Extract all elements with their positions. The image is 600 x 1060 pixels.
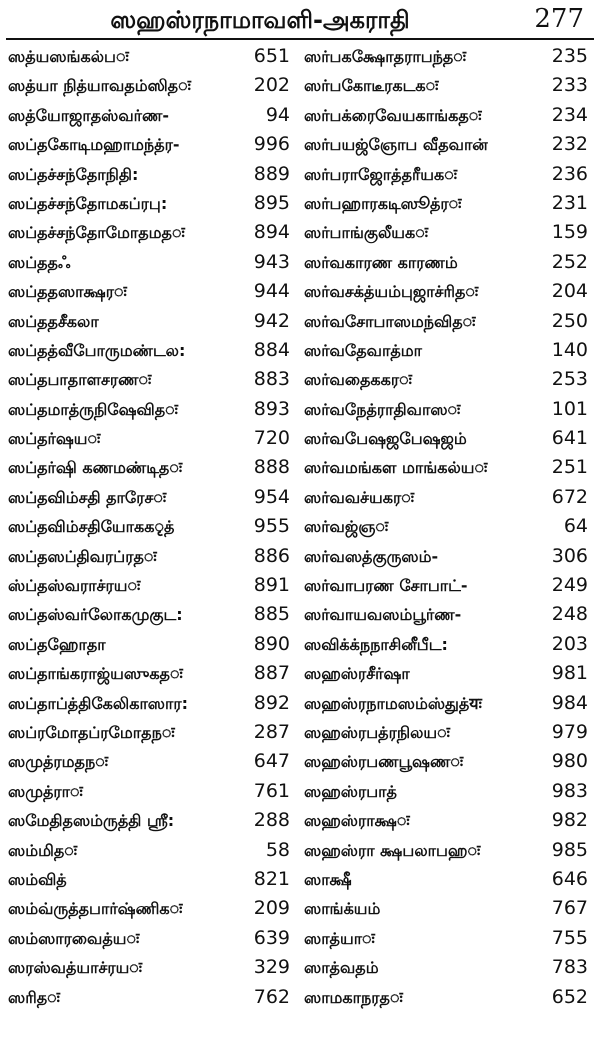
entry-number: 821 (253, 865, 290, 894)
index-entry (304, 42, 588, 71)
index-entry (304, 630, 588, 659)
entry-term: ஸஹஸ்ரபணபூஷணः (304, 752, 464, 772)
entry-number: 94 (265, 101, 290, 130)
entry-term: ஸாத்யாः (304, 928, 375, 948)
entry-term: ஸமுத்ரமதநः (8, 752, 108, 772)
index-entry (304, 160, 588, 189)
entry-term: ஸர்வநேத்ராதிவாஸः (304, 399, 461, 419)
entry-number: 885 (253, 600, 290, 629)
entry-number: 884 (253, 336, 290, 365)
entry-term: ஸப்தர்ஷி கணமண்டிதः (8, 458, 183, 478)
entry-number: 288 (253, 806, 290, 835)
index-entry (304, 865, 588, 894)
page-number: 277 (534, 4, 584, 34)
index-entry (8, 571, 290, 600)
entry-number: 235 (551, 42, 588, 71)
index-entry (304, 983, 588, 1012)
entry-number: 287 (253, 718, 290, 747)
entry-number: 248 (551, 600, 588, 629)
entry-term: ஸப்தாங்கராஜ்யஸுகதः (8, 664, 183, 684)
index-entry (8, 924, 290, 953)
index-entry (304, 600, 588, 629)
entry-number: 943 (253, 248, 290, 277)
index-entry (8, 189, 290, 218)
entry-number: 251 (551, 453, 588, 482)
entry-term: ஸத்யஸங்கல்பः (8, 47, 129, 66)
index-entry (304, 894, 588, 923)
entry-number: 894 (253, 218, 290, 247)
index-entry (304, 483, 588, 512)
entry-number: 783 (551, 953, 588, 982)
entry-term: ஸாமகாநரதः (304, 987, 403, 1007)
entry-number: 890 (253, 630, 290, 659)
entry-term: ஸம்வித் (8, 869, 67, 889)
entry-number: 979 (551, 718, 588, 747)
entry-term: ஸர்வகாரண காரணம் (304, 252, 458, 272)
entry-number: 883 (253, 365, 290, 394)
entry-term: ஸமேதிதஸம்ருத்தி ஸ்ரீ: (8, 811, 175, 831)
entry-number: 720 (253, 424, 290, 453)
entry-number: 641 (551, 424, 588, 453)
index-entry (304, 336, 588, 365)
entry-term: ஸர்வாபரண சோபாட்- (304, 576, 468, 596)
entry-term: ஸத்யோஜாதஸ்வர்ண- (8, 105, 170, 125)
entry-term: ஸப்ரமோதப்ரமோதநः (8, 722, 175, 742)
index-entry (8, 248, 290, 277)
index-entry (304, 71, 588, 100)
entry-term: ஸப்தமாத்ருநிஷேவிதः (8, 399, 178, 419)
index-entry (304, 747, 588, 776)
index-entry (304, 453, 588, 482)
entry-term: ஸர்வமங்கள மாங்கல்யः (304, 458, 488, 478)
entry-term: ஸர்வஜ்ஞः (304, 517, 389, 537)
entry-number: 646 (551, 865, 588, 894)
index-entry (8, 600, 290, 629)
entry-number: 306 (551, 542, 588, 571)
entry-term: ஸர்வசக்த்யம்புஜாச்ரிதः (304, 282, 479, 302)
entry-number: 231 (551, 189, 588, 218)
entry-term: ஸர்பக்ரைவேயகாங்கதः (304, 105, 482, 125)
index-entry (304, 806, 588, 835)
entry-number: 767 (551, 894, 588, 923)
entry-term: ஸப்தச்சந்தோநிதி: (8, 164, 139, 184)
entry-number: 647 (253, 747, 290, 776)
entry-number: 762 (253, 983, 290, 1012)
entry-number: 140 (551, 336, 588, 365)
entry-number: 889 (253, 160, 290, 189)
entry-number: 253 (551, 365, 588, 394)
entry-term: ஸர்வஸத்குருஸம்- (304, 546, 439, 566)
entry-number: 252 (551, 248, 588, 277)
entry-term: ஸப்தச்சந்தோமகப்ரபு: (8, 193, 168, 213)
entry-term: ஸப்தஸப்திவரப்ரதः (8, 546, 157, 566)
entry-number: 204 (551, 277, 588, 306)
entry-number: 886 (253, 542, 290, 571)
index-entry (304, 777, 588, 806)
entry-term: ஸரிதः (8, 987, 60, 1007)
index-entry (8, 101, 290, 130)
entry-term: ஸப்தபாதாளசரணः (8, 370, 152, 390)
page-header (0, 0, 600, 40)
entry-term: ஸம்ஸாரவைத்யः (8, 928, 140, 948)
entry-term: ஸப்ததஸாக்ஷரः (8, 282, 127, 302)
entry-term: ஸாக்ஷீ (304, 869, 352, 889)
index-entry (304, 924, 588, 953)
index-entry (304, 307, 588, 336)
index-entry (8, 336, 290, 365)
entry-term: ஸஹஸ்ரா க்ஷபலாபஹः (304, 840, 481, 860)
entry-number: 981 (551, 659, 588, 688)
entry-term: ஸர்வதேவாத்மா (304, 340, 422, 360)
entry-term: ஸர்பராஜோத்தரீயகः (304, 164, 457, 184)
entry-number: 64 (563, 512, 588, 541)
entry-number: 672 (551, 483, 588, 512)
entry-term: ஸப்தஸ்வர்லோகமுகுட: (8, 605, 183, 625)
index-entry (8, 983, 290, 1012)
index-entry (304, 189, 588, 218)
entry-term: ஸப்தகோடிமஹாமந்த்ர- (8, 135, 180, 155)
entry-number: 982 (551, 806, 588, 835)
entry-number: 249 (551, 571, 588, 600)
entry-number: 955 (253, 512, 290, 541)
index-entry (8, 542, 290, 571)
entry-number: 983 (551, 777, 588, 806)
entry-number: 639 (253, 924, 290, 953)
index-entry (304, 130, 588, 159)
entry-term: ஸர்வதைககரः (304, 370, 412, 390)
entry-number: 984 (551, 689, 588, 718)
entry-number: 234 (551, 101, 588, 130)
index-entry (8, 130, 290, 159)
index-entry (304, 718, 588, 747)
index-entry (304, 424, 588, 453)
entry-term: ஸர்பாங்குலீயகः (304, 223, 428, 243)
entry-term: ஸப்தர்ஷயः (8, 429, 101, 449)
index-column-left (8, 42, 290, 1012)
entry-number: 887 (253, 659, 290, 688)
index-entry (8, 894, 290, 923)
entry-number: 755 (551, 924, 588, 953)
index-entry (8, 777, 290, 806)
index-entry (304, 659, 588, 688)
index-entry (8, 836, 290, 865)
entry-term: ஸப்ததஃ (8, 252, 71, 272)
entry-number: 652 (551, 983, 588, 1012)
entry-number: 233 (551, 71, 588, 100)
index-entry (8, 218, 290, 247)
entry-number: 893 (253, 395, 290, 424)
entry-number: 232 (551, 130, 588, 159)
page-title: ஸஹஸ்ரநாமாவளி-அகராதி (110, 6, 410, 34)
entry-number: 954 (253, 483, 290, 512)
entry-number: 942 (253, 307, 290, 336)
entry-number: 888 (253, 453, 290, 482)
entry-number: 891 (253, 571, 290, 600)
index-entry (8, 806, 290, 835)
entry-number: 58 (265, 836, 290, 865)
index-entry (304, 542, 588, 571)
entry-term: ஸர்வசோபாஸமந்விதः (304, 311, 476, 331)
index-column-right (304, 42, 588, 1012)
entry-number: 996 (253, 130, 290, 159)
entry-term: ஸர்பயஜ்ஞோப வீதவான் (304, 135, 488, 155)
entry-number: 202 (253, 71, 290, 100)
index-entry (304, 512, 588, 541)
entry-term: ஸப்தவிம்சதியோககृத் (8, 517, 175, 537)
entry-term: ஸஹஸ்ரபாத் (304, 781, 397, 801)
index-entry (8, 395, 290, 424)
entry-term: ஸம்வ்ருத்தபார்ஷ்ணிகः (8, 899, 183, 919)
entry-term: ஸர்வபேஷஜபேஷஜம் (304, 429, 467, 449)
entry-term: ஸ்ப்தஸ்வராச்ரயः (8, 576, 141, 596)
entry-number: 651 (253, 42, 290, 71)
index-entry (8, 160, 290, 189)
entry-term: ஸவிக்க்நநாசினீபீட: (304, 634, 448, 654)
index-entry (304, 248, 588, 277)
index-entry (8, 42, 290, 71)
index-entry (8, 865, 290, 894)
entry-term: ஸர்பகோடீரகடகः (304, 76, 439, 96)
index-entry (8, 953, 290, 982)
entry-term: ஸப்தச்சந்தோமோதமதः (8, 223, 185, 243)
entry-number: 236 (551, 160, 588, 189)
index-entry (304, 395, 588, 424)
index-entry (8, 512, 290, 541)
index-entry (8, 453, 290, 482)
entry-number: 159 (551, 218, 588, 247)
index-entry (8, 365, 290, 394)
index-entry (8, 277, 290, 306)
entry-number: 985 (551, 836, 588, 865)
entry-number: 944 (253, 277, 290, 306)
entry-term: ஸப்தத்வீபோருமண்டல: (8, 340, 186, 360)
entry-term: ஸப்ததசீகலா (8, 311, 99, 331)
entry-term: ஸாங்க்யம் (304, 899, 381, 919)
header-rule (6, 38, 594, 40)
index-entry (304, 689, 588, 718)
entry-term: ஸஹஸ்ரபத்ரநிலயः (304, 722, 450, 742)
entry-term: ஸர்பஹாரகடிஸூத்ரः (304, 193, 462, 213)
entry-number: 980 (551, 747, 588, 776)
index-entry (304, 953, 588, 982)
entry-term: ஸப்தஹோதா (8, 634, 106, 654)
entry-number: 203 (551, 630, 588, 659)
entry-term: ஸர்வாயவஸம்பூர்ண- (304, 605, 462, 625)
entry-term: ஸப்தாப்த்திகேலிகாஸார: (8, 693, 189, 713)
entry-number: 209 (253, 894, 290, 923)
entry-term: ஸஹஸ்ரநாமஸம்ஸ்துத்यः (304, 693, 482, 713)
index-entry (304, 571, 588, 600)
index-entry (304, 836, 588, 865)
index-entry (8, 483, 290, 512)
entry-number: 892 (253, 689, 290, 718)
entry-term: ஸஹஸ்ரசீர்ஷா (304, 664, 410, 684)
index-entry (8, 307, 290, 336)
index-entry (8, 718, 290, 747)
index-entry (8, 659, 290, 688)
entry-term: ஸத்யா நித்யாவதம்ஸிதः (8, 76, 191, 96)
entry-term: ஸஹஸ்ராக்ஷः (304, 811, 410, 831)
index-entry (304, 365, 588, 394)
entry-number: 761 (253, 777, 290, 806)
index-entry (304, 277, 588, 306)
index-entry (8, 689, 290, 718)
index-entry (304, 101, 588, 130)
entry-number: 895 (253, 189, 290, 218)
entry-term: ஸாத்வதம் (304, 958, 379, 978)
entry-term: ஸப்தவிம்சதி தாரேசः (8, 487, 167, 507)
index-entry (8, 424, 290, 453)
entry-term: ஸமுத்ராः (8, 781, 83, 801)
entry-term: ஸர்பகக்ஷோதராபந்தः (304, 47, 467, 66)
index-entry (8, 630, 290, 659)
entry-term: ஸரஸ்வத்யாச்ரயः (8, 958, 143, 978)
index-entry (8, 71, 290, 100)
entry-term: ஸர்வவச்யகரः (304, 487, 414, 507)
entry-number: 250 (551, 307, 588, 336)
index-entry (8, 747, 290, 776)
entry-term: ஸம்மிதः (8, 840, 77, 860)
entry-number: 101 (551, 395, 588, 424)
entry-number: 329 (253, 953, 290, 982)
index-entry (304, 218, 588, 247)
